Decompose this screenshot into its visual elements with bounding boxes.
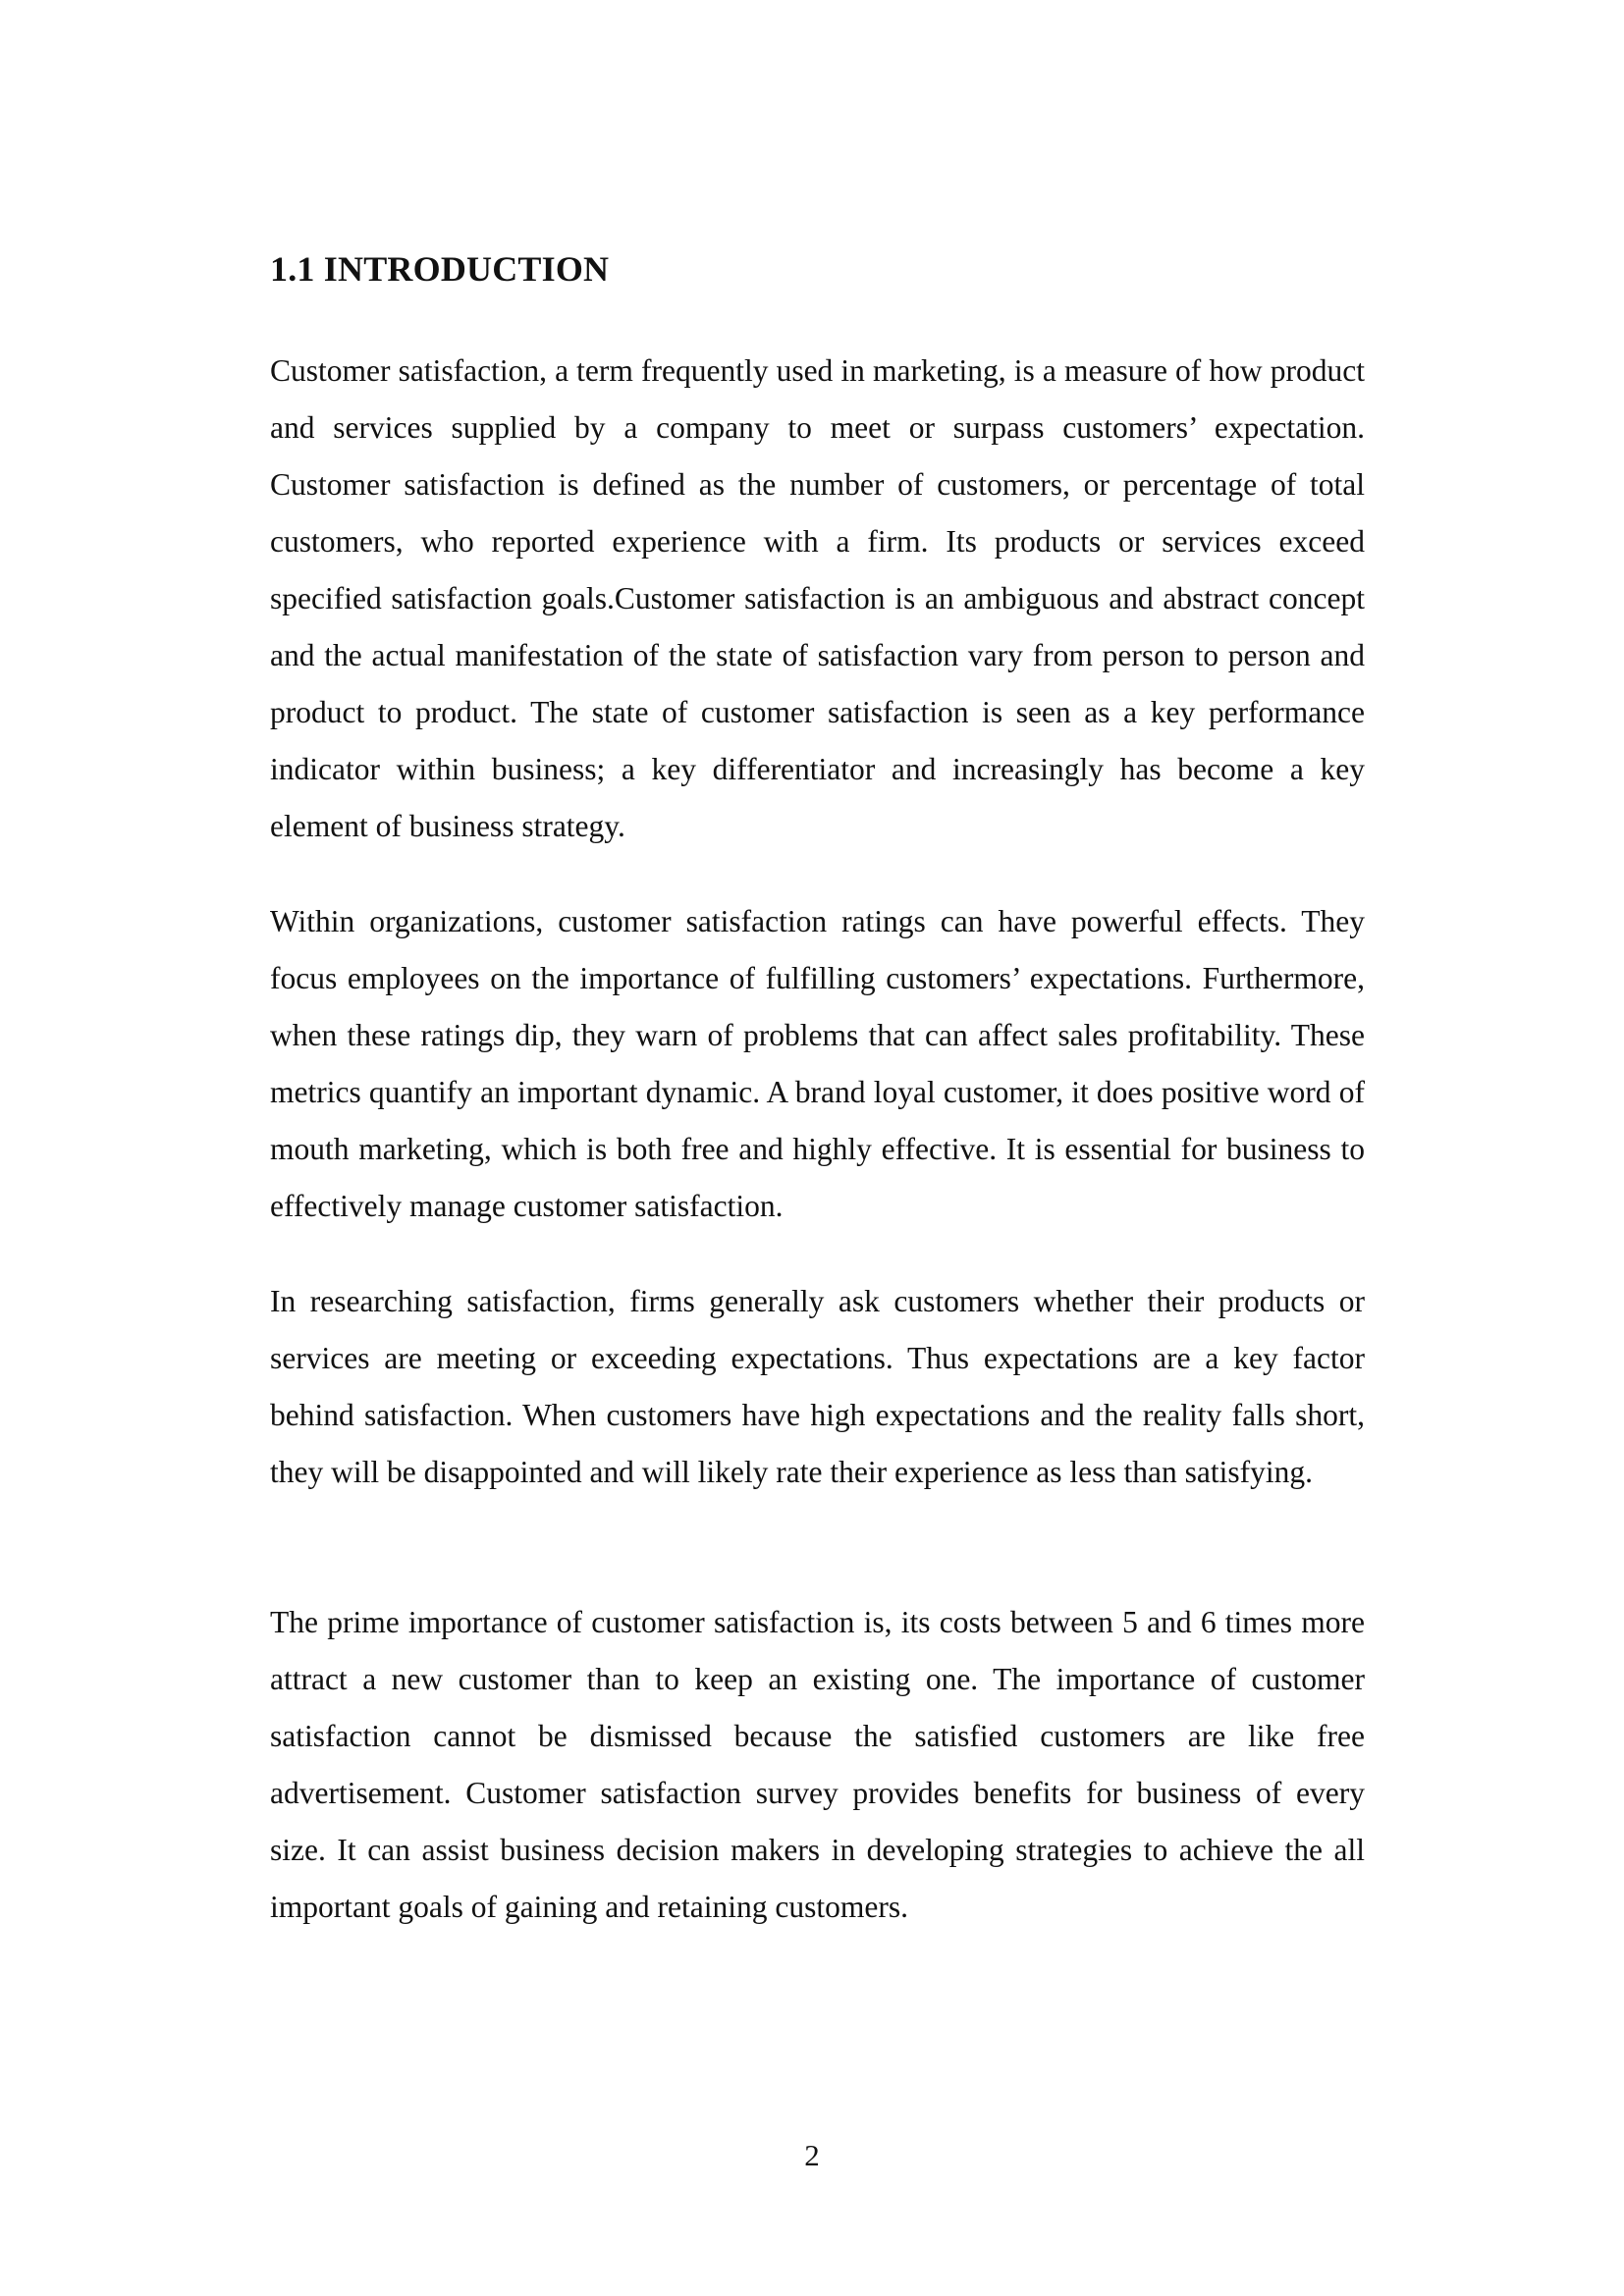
paragraph-importance-of-satisfaction: The prime importance of customer satisfaction is, its costs between 5 and 6 times more attract a new customer than to keep an existing one. The importance of customer satisfaction cannot be dismissed because the satisfied customers are like free advertisement. Customer satisfaction survey provides benefits for business of every size. It can assist business decision makers in developing strategies to achieve the all important goals of gaining and retaining customers. — [270, 1605, 1365, 1924]
paragraph-customer-satisfaction-definition: Customer satisfaction, a term frequently used in marketing, is a measure of how product and services supplied by a company to meet or surpass customers’ expectation. Customer satisfaction is defined as the number of customers, or percentage of total customers, who reported experience with a firm. Its products or services exceed specified satisfaction goals.Customer satisfaction is an ambiguous and abstract concept and the actual manifestation of the state of satisfaction vary from person to person and product to product. The state of customer satisfaction is seen as a key performance indicator within business; a key differentiator and increasingly has become a key element of business strategy. — [270, 353, 1365, 843]
paragraph-researching-satisfaction: In researching satisfaction, firms generally ask customers whether their products or services are meeting or exceeding expectations. Thus expectations are a key factor behind satisfaction. When customers have high expectations and the reality falls short, they will be disappointed and will likely rate their experience as less than satisfying. — [270, 1284, 1365, 1489]
page-number: 2 — [804, 2138, 820, 2172]
section-heading: 1.1 INTRODUCTION — [270, 249, 610, 289]
paragraph-organizational-effects: Within organizations, customer satisfaction ratings can have powerful effects. They focus employees on the importance of fulfilling customers’ expectations. Furthermore, when these ratings dip, they warn of problems that can affect sales profitability. These metrics quantify an important dynamic. A brand loyal customer, it does positive word of mouth marketing, which is both free and highly effective. It is essential for business to effectively manage customer satisfaction. — [270, 904, 1365, 1223]
